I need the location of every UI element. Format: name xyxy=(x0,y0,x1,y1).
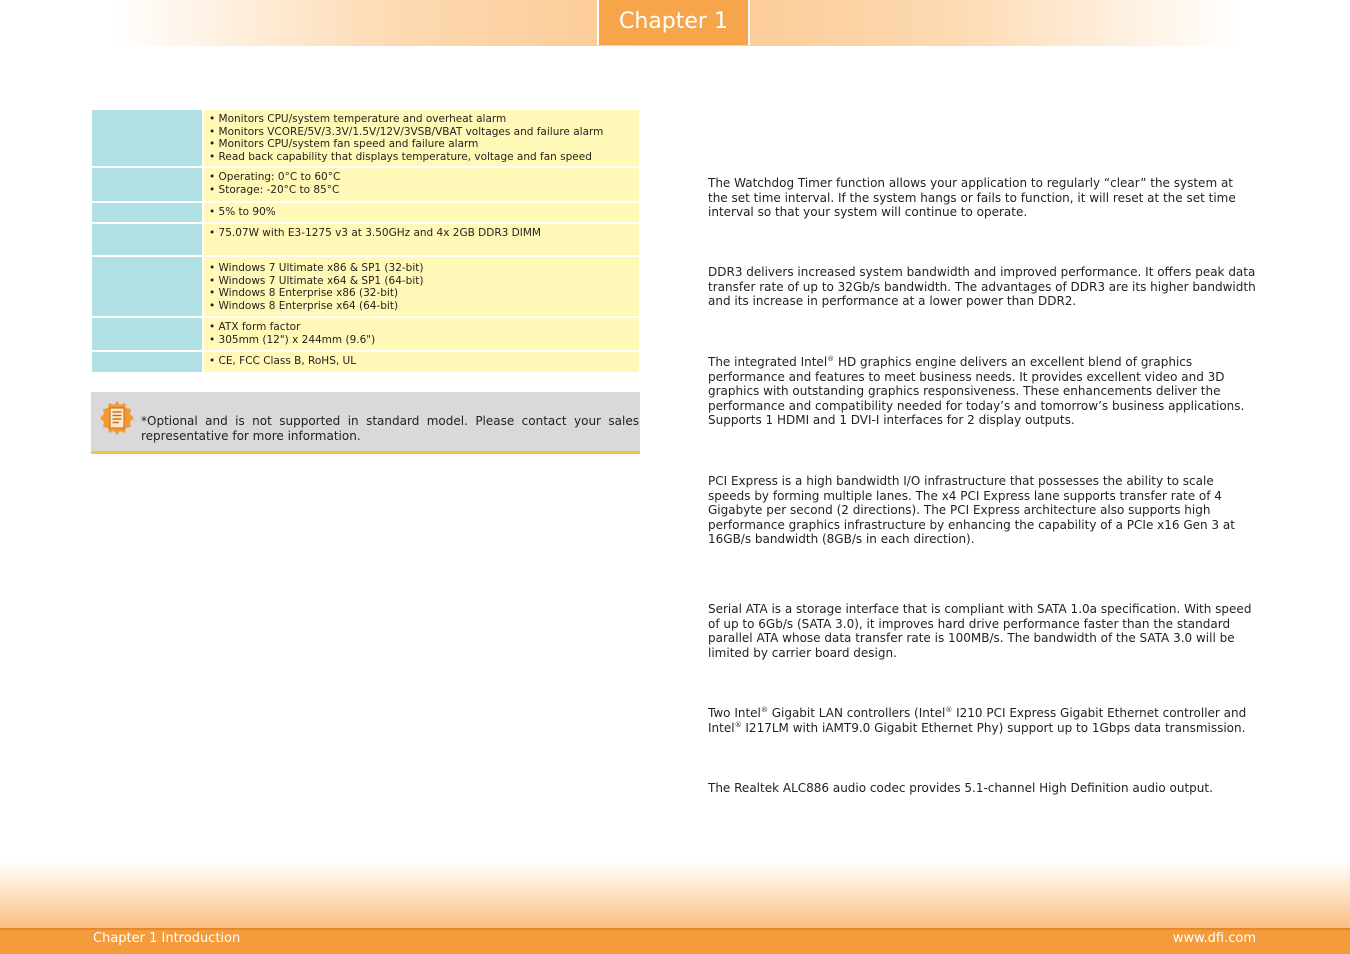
spec-line: • 305mm (12") x 244mm (9.6") xyxy=(209,333,376,346)
table-row xyxy=(92,110,639,168)
spec-value-cell xyxy=(204,318,639,352)
spec-line: • 5% to 90% xyxy=(209,206,276,218)
spec-value-cell xyxy=(204,352,639,372)
spec-line: • Windows 8 Enterprise x64 (64-bit) xyxy=(209,299,399,312)
spec-label-cell xyxy=(92,352,204,372)
spec-label-cell xyxy=(92,110,204,168)
spec-line: • Monitors CPU/system temperature and overheat alarm xyxy=(209,113,507,125)
note-text: *Optional and is not supported in standard model. Please contact your sales representative for more information. xyxy=(141,414,639,443)
graphics-text: The integrated Intel xyxy=(708,355,828,369)
lan-paragraph xyxy=(708,706,1256,735)
ddr3-paragraph: DDR3 delivers increased system bandwidth and improved performance. It offers peak data transfer rate of up to 32Gb/s bandwidth. The advantages of DDR3 are its higher bandwidth and its increase in performance at a lower power than DDR2. xyxy=(708,265,1256,308)
spec-value-cell xyxy=(204,110,639,168)
footer-website: www.dfi.com xyxy=(1172,931,1256,946)
spec-line: • CE, FCC Class B, RoHS, UL xyxy=(209,355,357,367)
table-row xyxy=(92,203,639,224)
table-row xyxy=(92,352,639,372)
registered-mark: ® xyxy=(734,720,742,729)
lan-text: I217LM with iAMT9.0 Gigabit Ethernet Phy) support up to 1Gbps data transmission. xyxy=(741,720,1246,735)
note-box xyxy=(91,392,640,454)
spec-label-cell xyxy=(92,203,204,224)
sata-paragraph: Serial ATA is a storage interface that is compliant with SATA 1.0a specification. With speed of up to 6Gb/s (SATA 3.0), it improves hard drive performance faster than the standard parallel ATA whose data transfer rate is 100MB/s. The bandwidth of the SATA 3.0 will be limited by carrier board design. xyxy=(708,602,1252,660)
registered-mark: ® xyxy=(945,706,953,714)
spec-line: • ATX form factor xyxy=(209,321,301,333)
graphics-text: HD graphics engine delivers an excellent blend of graphics performance and features to meet business needs. It provides excellent video and 3D graphics with outstanding graphics responsiveness. These enhancements deliver the performance and compatibility needed for today’s and tomorrow’s business applications. Supports 1 HDMI and 1 DVI-I interfaces for 2 display outputs. xyxy=(708,355,1245,427)
spec-value-cell xyxy=(204,203,639,224)
spec-value-cell xyxy=(204,168,639,203)
spec-label-cell xyxy=(92,168,204,203)
spec-value-cell xyxy=(204,257,639,318)
chapter-tab: Chapter 1 xyxy=(597,0,750,45)
footer-chapter-label: Chapter 1 Introduction xyxy=(93,931,241,946)
spec-line: • Monitors CPU/system fan speed and failure alarm xyxy=(209,138,479,151)
note-icon xyxy=(99,400,135,436)
spec-table xyxy=(92,110,639,372)
spec-line: • Monitors VCORE/5V/3.3V/1.5V/12V/3VSB/VBAT voltages and failure alarm xyxy=(209,125,604,138)
spec-label-cell xyxy=(92,257,204,318)
audio-paragraph: The Realtek ALC886 audio codec provides 5.1-channel High Definition audio output. xyxy=(708,781,1213,795)
table-row xyxy=(92,257,639,318)
lan-text: I210 PCI Express Gigabit Ethernet controller and Intel xyxy=(708,706,1247,735)
lan-text: Gigabit LAN controllers (Intel xyxy=(767,706,946,720)
watchdog-paragraph: The Watchdog Timer function allows your application to regularly “clear” the system at the set time interval. If the system hangs or fails to function, it will reset at the set time interval so that your system will continue to operate. xyxy=(708,176,1236,219)
spec-line: • Windows 7 Ultimate x64 & SP1 (64-bit) xyxy=(209,274,424,287)
spec-line: • Windows 7 Ultimate x86 & SP1 (32-bit) xyxy=(209,262,424,274)
table-row xyxy=(92,224,639,257)
spec-line: • Storage: -20°C to 85°C xyxy=(209,183,340,196)
spec-line: • 75.07W with E3-1275 v3 at 3.50GHz and 4x 2GB DDR3 DIMM xyxy=(209,227,541,239)
spec-label-cell xyxy=(92,318,204,352)
footer-band xyxy=(0,862,1350,930)
graphics-paragraph xyxy=(708,355,1256,428)
spec-line: • Operating: 0°C to 60°C xyxy=(209,171,341,183)
registered-mark: ® xyxy=(760,706,768,714)
pcie-paragraph: PCI Express is a high bandwidth I/O infrastructure that possesses the ability to scale speeds by forming multiple lanes. The x4 PCI Express lane supports transfer rate of 4 Gigabyte per second (2 directions). The PCI Express architecture also supports high performance graphics infrastructure by enhancing the capability of a PCIe x16 Gen 3 at 16GB/s bandwidth (8GB/s in each direction). xyxy=(708,474,1235,546)
lan-text: Two Intel xyxy=(708,706,761,720)
spec-line: • Windows 8 Enterprise x86 (32-bit) xyxy=(209,287,399,300)
spec-value-cell xyxy=(204,224,639,257)
table-row xyxy=(92,318,639,352)
spec-line: • Read back capability that displays temperature, voltage and fan speed xyxy=(209,150,592,163)
table-row xyxy=(92,168,639,203)
registered-mark: ® xyxy=(827,355,835,363)
spec-label-cell xyxy=(92,224,204,257)
